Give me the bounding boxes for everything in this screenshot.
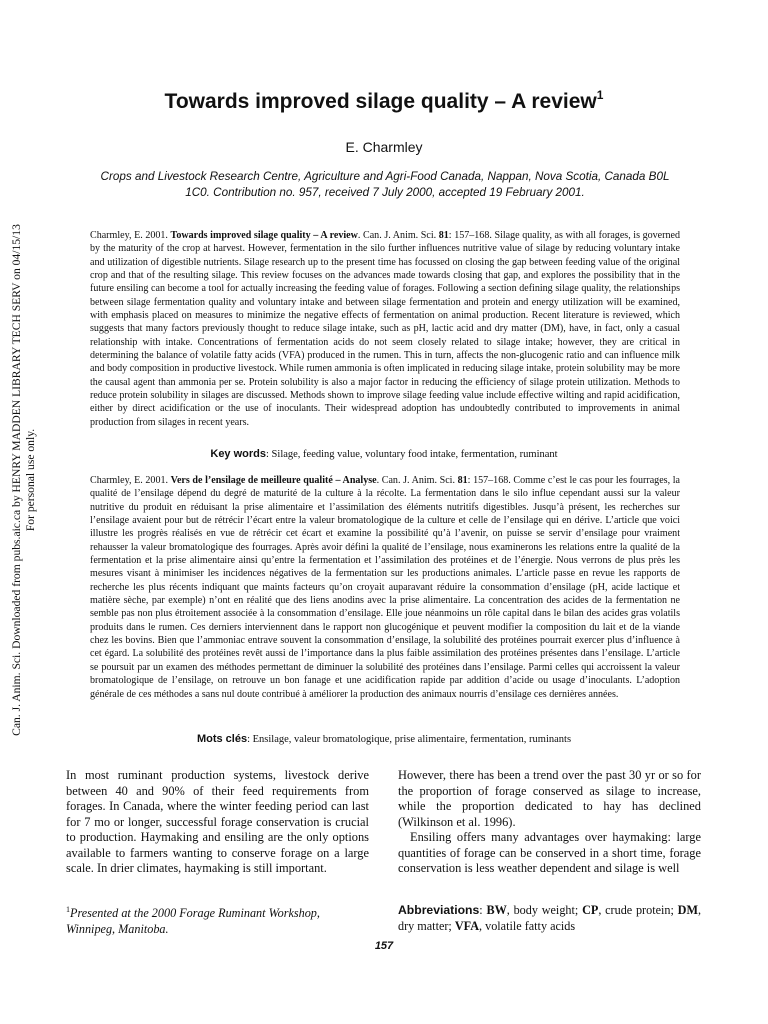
page-number: 157: [374, 940, 394, 952]
abbr-definition: , dry matter;: [398, 903, 701, 933]
keywords-english: [0, 448, 768, 460]
abstract-french: [90, 474, 680, 701]
affiliation: Crops and Livestock Research Centre, Agriculture and Agri-Food Canada, Nappan, Nova Scotia, Canada B0L 1C0. Contribution no. 957, received 7 July 2000, accepted 19 February 2001.: [100, 170, 670, 199]
intro-paragraph: In most ruminant production systems, livestock derive between 40 and 90% of their feed requirements from forages. In Canada, where the winter feeding period can last for 7 mo or longer, successful forage conservation is crucial to production. Haymaking and ensiling are the only options available to farmers wanting to conserve forage on a large scale. In drier climates, haymaking is still important.: [66, 768, 369, 876]
abstract-en-volume: 81: [438, 230, 449, 241]
abbr-term: DM: [677, 903, 698, 917]
footnote-text: Presented at the 2000 Forage Ruminant Workshop, Winnipeg, Manitoba.: [66, 906, 320, 937]
abbreviations-label: Abbreviations: [398, 903, 480, 917]
abstract-fr-journal: . Can. J. Anim. Sci.: [376, 475, 455, 486]
abstract-fr-body: Comme c’est le cas pour les fourrages, la qualité de l’ensilage dépend du degré de maturité de la culture à la récolte. La fermentation dans le silo influe cependant aussi sur la valeur nutritive du produit en réduisant la prise alimentaire et l’assimilation des éléments nutritifs digestibles. Jusqu’à présent, les recherches sur l’ensilage avaient pour but de rétrécir l’écart entre la valeur bromatologique de la culture et celle de l’ensilage qui en dérive. L’article que voici illustre les progrès réalisés en vue de rétrécir cet écart et examine la possibilité qu’à l’avenir, on puisse se servir d’ensilage pour vraiment rehausser la valeur bromatologique des fourrages. Après avoir défini la qualité de l’ensilage, nous examinerons les relations entre la qualité de la fermentation et la prise alimentaire ainsi qu’entre la fermentation et l’assimilation des protéines et de l’énergie. Nous verrons de plus près les mesures visant à minimiser les incidences négatives de la fermentation sur les productions animales. L’article passe en revue les rapports de recherche les plus récents indiquant que maints facteurs qu’on croyait auparavant réduire la consommation d’ensilage (pH, acide lactique et matière sèche, par exemple) n’ont en réalité que des liens anodins avec la prise alimentaire. La concentration des acides de la fermentation ne semble pas non plus étroitement associée à la consommation d’ensilage. Elle joue néanmoins un rôle capital dans le bilan des acides gras volatils produits dans le rumen. Ces derniers interviennent dans le rapport non glucogénique et peuvent modifier la composition du lait et de la viande chez les bovins. Bien que l’ammoniac entrave souvent la consommation d’ensilage, la solubilité des protéines pourrait exercer plus d’influence à cet égard. La solubilité des protéines revêt aussi de l’importance dans la plus faible assimilation des protéines présentes dans l’ensilage. L’article se poursuit par un examen des méthodes permettant de diminuer la solubilité des protéines dans l’ensilage. Parmi celles qui accroissent la valeur bromatologique de l’ensilage, on retrouve un bon fanage et une acidification rapide par addition d’acide ou usage d’inoculants. L’adoption générale de ces méthodes a sans nul doute contribué à améliorer la production des animaux nourris d’ensilage ces dernières années.: [90, 475, 680, 700]
abbr-definition: , volatile fatty acids: [479, 919, 576, 933]
title-footnote-mark: 1: [596, 88, 604, 102]
keywords-en-list: : Silage, feeding value, voluntary food intake, fermentation, ruminant: [266, 449, 558, 460]
right-paragraph-1: However, there has been a trend over the past 30 yr or so for the proportion of forage conserved as silage to increase, while the proportion dedicated to hay has declined (Wilkinson et al. 1996).: [398, 768, 701, 829]
abstract-fr-title: Vers de l’ensilage de meilleure qualité – Analyse: [170, 475, 377, 486]
abstract-fr-author: Charmley, E. 2001.: [90, 475, 168, 486]
download-notice-line2: For personal use only.: [24, 428, 37, 532]
abbr-term: CP: [582, 903, 599, 917]
download-notice: [10, 200, 38, 760]
abstract-english: [90, 229, 680, 429]
abstract-en-body: Silage quality, as with all forages, is governed by the maturity of the crop at harvest. However, fermentation in the silo further influences nutritive value of silage by reducing voluntary intake and utilization of digestible nutrients. Silage research up to the present time has focussed on closing the gap between feeding value of the original crop and that of the resulting silage. This review focuses on the advances made towards closing that gap, and explores the possibility that in the future ensiling can become a tool for actually increasing the feeding value of forages. Following a section defining silage quality, the relationships between silage fermentation quality and voluntary intake and between silage fermentation and protein and energy utilization will be examined, with emphasis placed on measures to minimize the negative effects of fermentation on animal production. Recent literature is reviewed, which suggests that many factors previously thought to reduce silage intake, such as pH, lactic acid and dry matter (DM), have, in fact, only a casual relationship with intake. Concentrations of fermentation acids do not seem closely related to silage intake; however, they are critical in determining the balance of volatile fatty acids (VFA) produced in the rumen. This in turn, affects the non-glucogenic ratio and can influence milk and body composition in productive livestock. While rumen ammonia is often implicated in reducing silage intake, protein solubility may be more the causal agent than ammonia per se. Protein solubility is also a major factor in reducing the efficiency of silage protein utilization. Methods to reduce protein solubility in silages are discussed. Methods shown to improve silage feeding value include effective wilting and rapid acidification, either by direct acidification or the use of inoculants. Their widespread adoption has undoubtedly contributed to improvements in animal production from silages in recent years.: [90, 230, 680, 428]
abbr-definition: , body weight;: [506, 903, 583, 917]
author-name: E. Charmley: [345, 139, 423, 155]
abstract-fr-pages: : 157–168.: [467, 475, 511, 486]
article-title: [0, 90, 768, 114]
right-paragraph-2: Ensiling offers many advantages over haymaking: large quantities of forage can be conserved in a short time, forage conservation is less weather dependent and silage is well: [398, 830, 701, 876]
keywords-french: [0, 733, 768, 745]
abstract-fr-volume: 81: [457, 475, 468, 486]
abstract-en-author: Charmley, E. 2001.: [90, 230, 168, 241]
keywords-en-label: Key words: [210, 448, 267, 460]
keywords-fr-label: Mots clés: [196, 733, 248, 745]
abstract-en-journal: . Can. J. Anim. Sci.: [357, 230, 437, 241]
download-notice-line1: Can. J. Anim. Sci. Downloaded from pubs.aic.ca by HENRY MADDEN LIBRARY TECH SERV on 04/15/13: [10, 224, 23, 736]
article-title-text: Towards improved silage quality – A review: [164, 90, 597, 113]
abstract-en-title: Towards improved silage quality – A review: [170, 230, 358, 241]
keywords-fr-list: : Ensilage, valeur bromatologique, prise alimentaire, fermentation, ruminants: [247, 734, 572, 745]
abstract-en-pages: : 157–168.: [448, 230, 492, 241]
abbreviations-box: Abbreviations: BW, body weight; CP, crude protein; DM, dry matter; VFA, volatile fatty acids: [398, 903, 701, 933]
abbr-definition: , crude protein;: [598, 903, 678, 917]
abbr-term: VFA: [454, 919, 480, 933]
abbr-term: BW: [486, 903, 507, 917]
footnote-mark: 1: [66, 905, 70, 914]
body-left-column: [66, 768, 369, 877]
body-right-column: [398, 768, 701, 877]
footnote: [66, 902, 369, 937]
